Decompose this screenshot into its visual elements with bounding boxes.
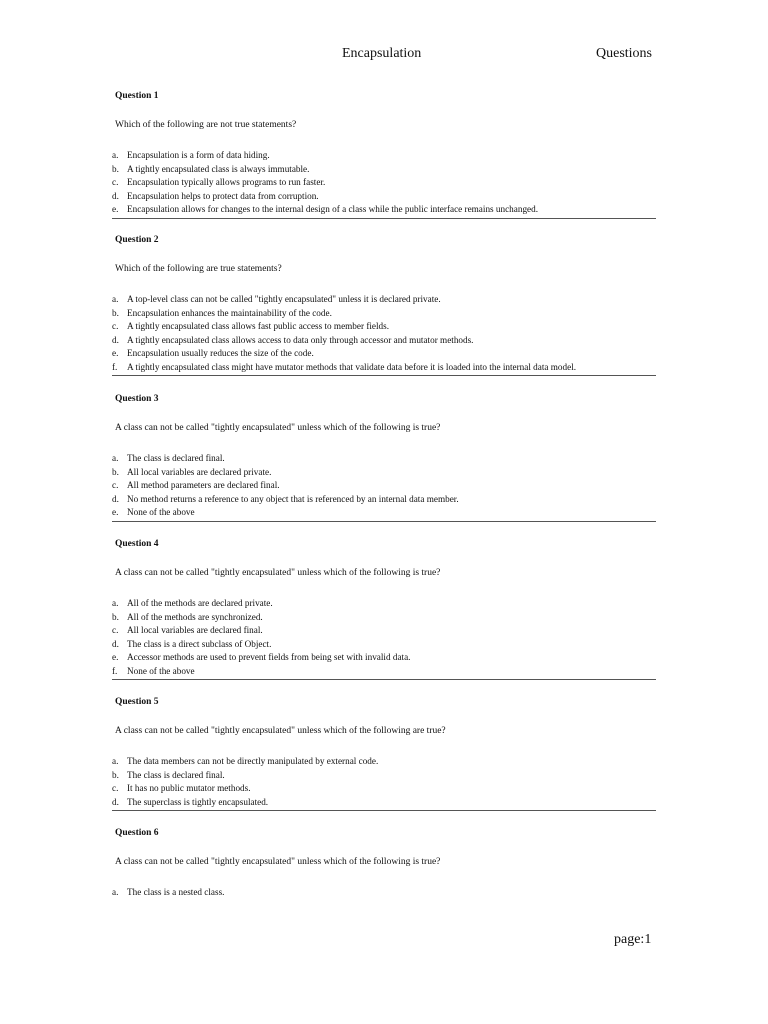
option-text: Encapsulation usually reduces the size of the code.	[127, 348, 314, 358]
option-text: All local variables are declared final.	[127, 625, 263, 635]
option-text: It has no public mutator methods.	[127, 783, 251, 793]
option-text: All local variables are declared private.	[127, 466, 272, 477]
option-item	[112, 796, 656, 810]
option-text: Accessor methods are used to prevent fields from being set with invalid data.	[127, 652, 411, 662]
question-text: A class can not be called "tightly encapsulated" unless which of the following is true?	[115, 423, 441, 433]
option-letter: a.	[112, 756, 119, 766]
option-letter: a.	[112, 150, 119, 160]
document-title: Encapsulation	[342, 46, 422, 61]
question-text: Which of the following are not true statements?	[115, 120, 297, 130]
option-letter: c.	[112, 480, 119, 490]
option-letter: b.	[112, 611, 119, 622]
option-letter: b.	[112, 769, 119, 780]
option-letter: b.	[112, 466, 119, 477]
option-item	[112, 452, 656, 466]
option-item	[112, 163, 656, 177]
question-text: A class can not be called "tightly encapsulated" unless which of the following is true?	[115, 568, 441, 578]
option-text: The class is a direct subclass of Object.	[127, 638, 272, 649]
option-text: A top-level class can not be called "tightly encapsulated" unless it is declared private.	[127, 294, 441, 304]
question-1	[112, 90, 656, 219]
option-item	[112, 307, 656, 321]
question-label: Question 5	[115, 697, 159, 707]
question-label: Question 1	[115, 91, 159, 101]
option-text: A tightly encapsulated class might have mutator methods that validate data before it is loaded into the internal data model.	[127, 361, 577, 372]
question-text: A class can not be called "tightly encapsulated" unless which of the following are true?	[115, 726, 446, 736]
option-text: No method returns a reference to any object that is referenced by an internal data member.	[127, 493, 459, 504]
option-item	[112, 624, 656, 638]
option-text: Encapsulation helps to protect data from corruption.	[127, 190, 319, 201]
option-letter: d.	[112, 796, 119, 807]
section-divider	[112, 218, 656, 219]
option-item	[112, 597, 656, 611]
option-letter: e.	[112, 348, 119, 358]
option-letter: f.	[112, 665, 118, 676]
question-label: Question 3	[115, 394, 159, 404]
section-divider	[112, 810, 656, 811]
option-text: Encapsulation typically allows programs to run faster.	[127, 177, 326, 187]
option-letter: b.	[112, 163, 119, 174]
option-list	[112, 886, 656, 900]
option-letter: c.	[112, 625, 119, 635]
option-letter: c.	[112, 177, 119, 187]
option-text: Encapsulation allows for changes to the internal design of a class while the public interface remains unchanged.	[127, 204, 539, 214]
option-item	[112, 176, 656, 190]
option-letter: b.	[112, 307, 119, 318]
option-text: Encapsulation is a form of data hiding.	[127, 150, 270, 160]
option-text: None of the above	[127, 665, 195, 676]
option-letter: a.	[112, 453, 119, 463]
option-letter: d.	[112, 493, 119, 504]
option-item	[112, 611, 656, 625]
option-list	[112, 597, 656, 678]
option-item	[112, 665, 656, 679]
option-item	[112, 493, 656, 507]
option-item	[112, 466, 656, 480]
option-list	[112, 149, 656, 217]
option-letter: e.	[112, 507, 119, 517]
question-6	[112, 827, 656, 900]
option-text: All of the methods are declared private.	[127, 598, 273, 608]
option-text: None of the above	[127, 507, 195, 517]
section-divider	[112, 375, 656, 376]
question-3	[112, 393, 656, 522]
option-letter: f.	[112, 361, 118, 372]
option-text: Encapsulation enhances the maintainability of the code.	[127, 307, 332, 318]
option-letter: e.	[112, 204, 119, 214]
question-text: A class can not be called "tightly encapsulated" unless which of the following is true?	[115, 857, 441, 867]
page-number: page:1	[614, 932, 652, 947]
option-letter: d.	[112, 638, 119, 649]
option-item	[112, 361, 656, 375]
option-text: The class is declared final.	[127, 453, 225, 463]
question-label: Question 2	[115, 235, 159, 245]
option-list	[112, 755, 656, 809]
option-item	[112, 769, 656, 783]
document-header-right: Questions	[596, 46, 652, 61]
option-text: The data members can not be directly manipulated by external code.	[127, 756, 379, 766]
question-5	[112, 696, 656, 811]
option-item	[112, 320, 656, 334]
option-letter: e.	[112, 652, 119, 662]
option-item	[112, 293, 656, 307]
option-item	[112, 506, 656, 520]
option-letter: a.	[112, 887, 119, 897]
question-4	[112, 538, 656, 680]
option-letter: a.	[112, 294, 119, 304]
option-item	[112, 782, 656, 796]
option-text: The superclass is tightly encapsulated.	[127, 796, 269, 807]
option-item	[112, 638, 656, 652]
option-letter: c.	[112, 783, 119, 793]
option-text: All method parameters are declared final.	[127, 480, 280, 490]
question-label: Question 4	[115, 539, 159, 549]
option-item	[112, 149, 656, 163]
option-item	[112, 479, 656, 493]
option-text: The class is a nested class.	[127, 887, 225, 897]
option-text: The class is declared final.	[127, 769, 225, 780]
option-letter: d.	[112, 334, 119, 345]
option-letter: d.	[112, 190, 119, 201]
option-item	[112, 347, 656, 361]
option-item	[112, 651, 656, 665]
question-text: Which of the following are true statements?	[115, 264, 282, 274]
option-item	[112, 190, 656, 204]
option-text: A tightly encapsulated class allows access to data only through accessor and mutator methods.	[127, 334, 474, 345]
option-text: A tightly encapsulated class allows fast public access to member fields.	[127, 321, 390, 331]
section-divider	[112, 679, 656, 680]
question-2	[112, 234, 656, 376]
option-item	[112, 755, 656, 769]
option-item	[112, 203, 656, 217]
option-list	[112, 452, 656, 520]
option-text: A tightly encapsulated class is always immutable.	[127, 163, 310, 174]
question-label: Question 6	[115, 828, 159, 838]
option-item	[112, 334, 656, 348]
option-list	[112, 293, 656, 374]
option-letter: c.	[112, 321, 119, 331]
section-divider	[112, 521, 656, 522]
option-letter: a.	[112, 598, 119, 608]
option-text: All of the methods are synchronized.	[127, 611, 263, 622]
option-item	[112, 886, 656, 900]
